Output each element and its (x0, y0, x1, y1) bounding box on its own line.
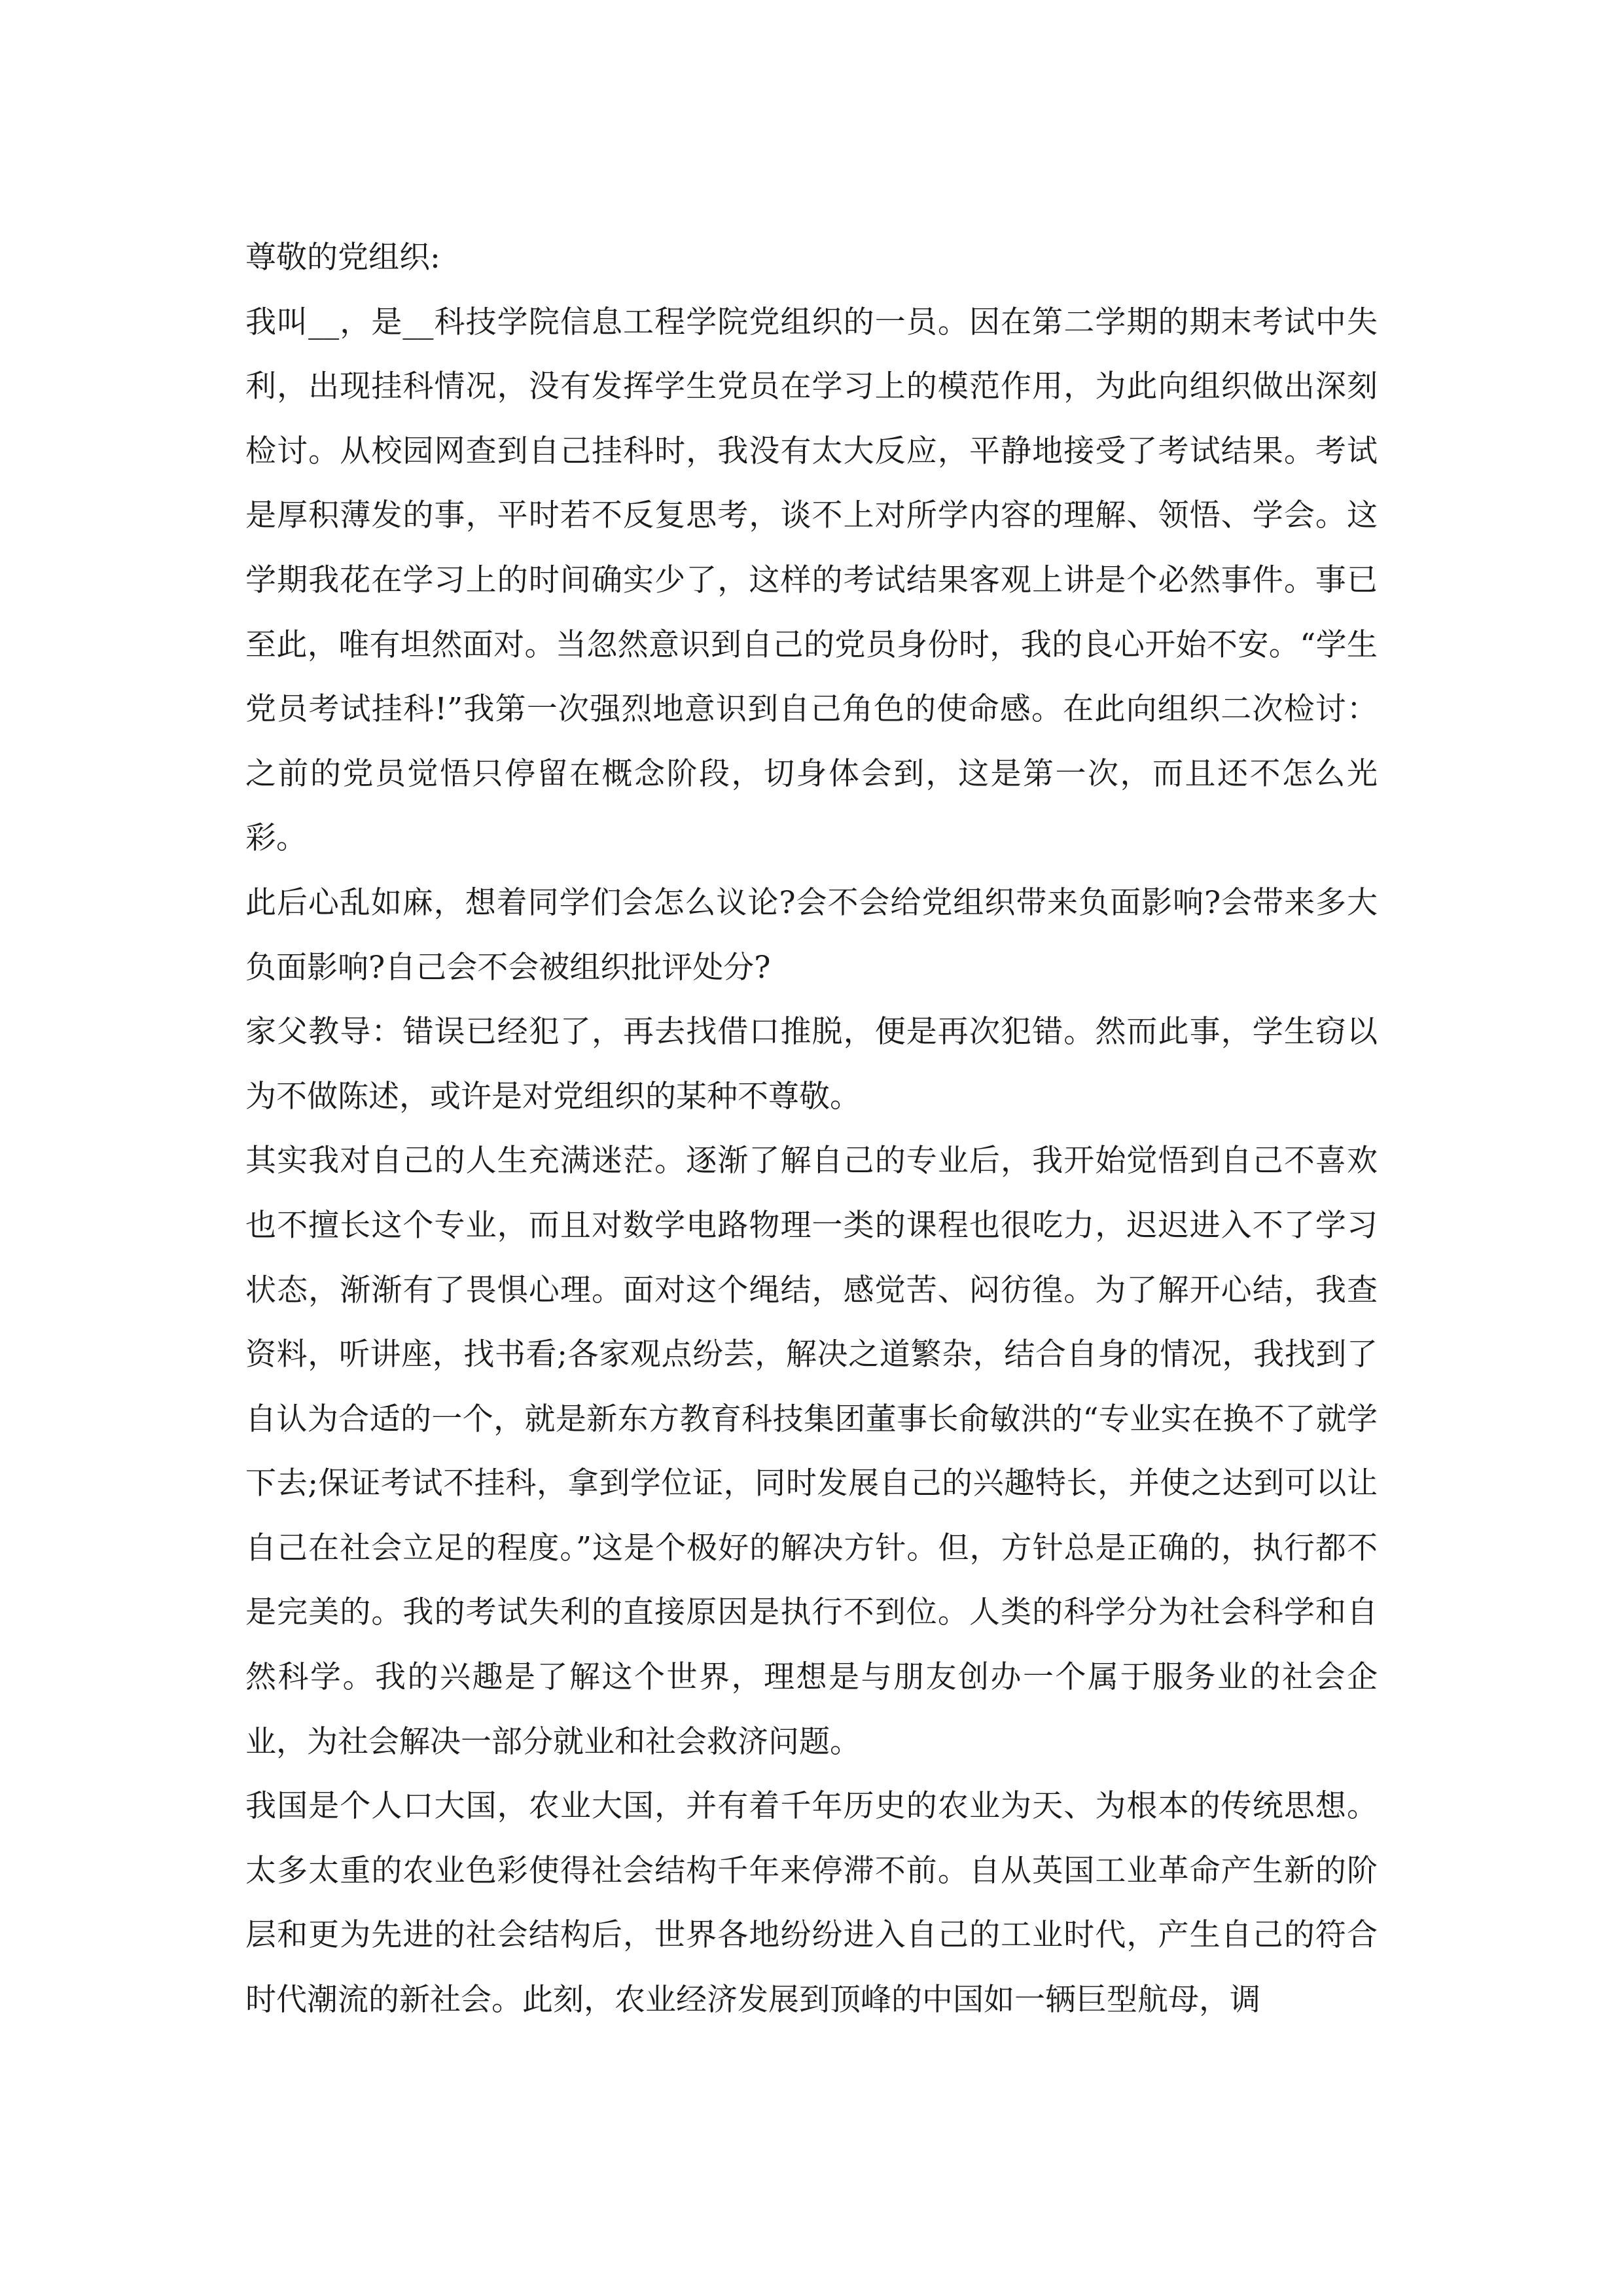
document-body (245, 226, 1378, 2033)
salutation: 尊敬的党组织: (245, 240, 440, 276)
paragraph-2: 此后心乱如麻，想着同学们会怎么议论?会不会给党组织带来负面影响?会带来多大负面影响?自己会不会被组织批评处分? (245, 884, 1378, 986)
paragraph-4: 其实我对自己的人生充满迷茫。逐渐了解自己的专业后，我开始觉悟到自己不喜欢也不擅长这个专业，而且对数学电路物理一类的课程也很吃力，迟迟进入不了学习状态，渐渐有了畏惧心理。面对这个绳结，感觉苦、闷彷徨。为了解开心结，我查资料，听讲座，找书看;各家观点纷芸，解决之道繁杂，结合自身的情况，我找到了自认为合适的一个，就是新东方教育科技集团董事长俞敏洪的“专业实在换不了就学下去;保证考试不挂科，拿到学位证，同时发展自己的兴趣特长，并使之达到可以让自己在社会立足的程度。”这是个极好的解决方针。但，方针总是正确的，执行都不是完美的。我的考试失利的直接原因是执行不到位。人类的科学分为社会科学和自然科学。我的兴趣是了解这个世界，理想是与朋友创办一个属于服务业的社会企业，为社会解决一部分就业和社会救济问题。 (245, 1143, 1378, 1760)
paragraph-1: 我叫__，是__科技学院信息工程学院党组织的一员。因在第二学期的期末考试中失利，出现挂科情况，没有发挥学生党员在学习上的模范作用，为此向组织做出深刻检讨。从校园网查到自己挂科时，我没有太大反应，平静地接受了考试结果。考试是厚积薄发的事，平时若不反复思考，谈不上对所学内容的理解、领悟、学会。这学期我花在学习上的时间确实少了，这样的考试结果客观上讲是个必然事件。事已至此，唯有坦然面对。当忽然意识到自己的党员身份时，我的良心开始不安。“学生党员考试挂科!”我第一次强烈地意识到自己角色的使命感。在此向组织二次检讨：之前的党员觉悟只停留在概念阶段，切身体会到，这是第一次，而且还不怎么光彩。 (245, 304, 1378, 857)
paragraph-5: 我国是个人口大国，农业大国，并有着千年历史的农业为天、为根本的传统思想。太多太重的农业色彩使得社会结构千年来停滞不前。自从英国工业革命产生新的阶层和更为先进的社会结构后，世界各地纷纷进入自己的工业时代，产生自己的符合时代潮流的新社会。此刻，农业经济发展到顶峰的中国如一辆巨型航母，调 (245, 1788, 1378, 2018)
paragraph-3: 家父教导：错误已经犯了，再去找借口推脱，便是再次犯错。然而此事，学生窃以为不做陈述，或许是对党组织的某种不尊敬。 (245, 1014, 1378, 1115)
